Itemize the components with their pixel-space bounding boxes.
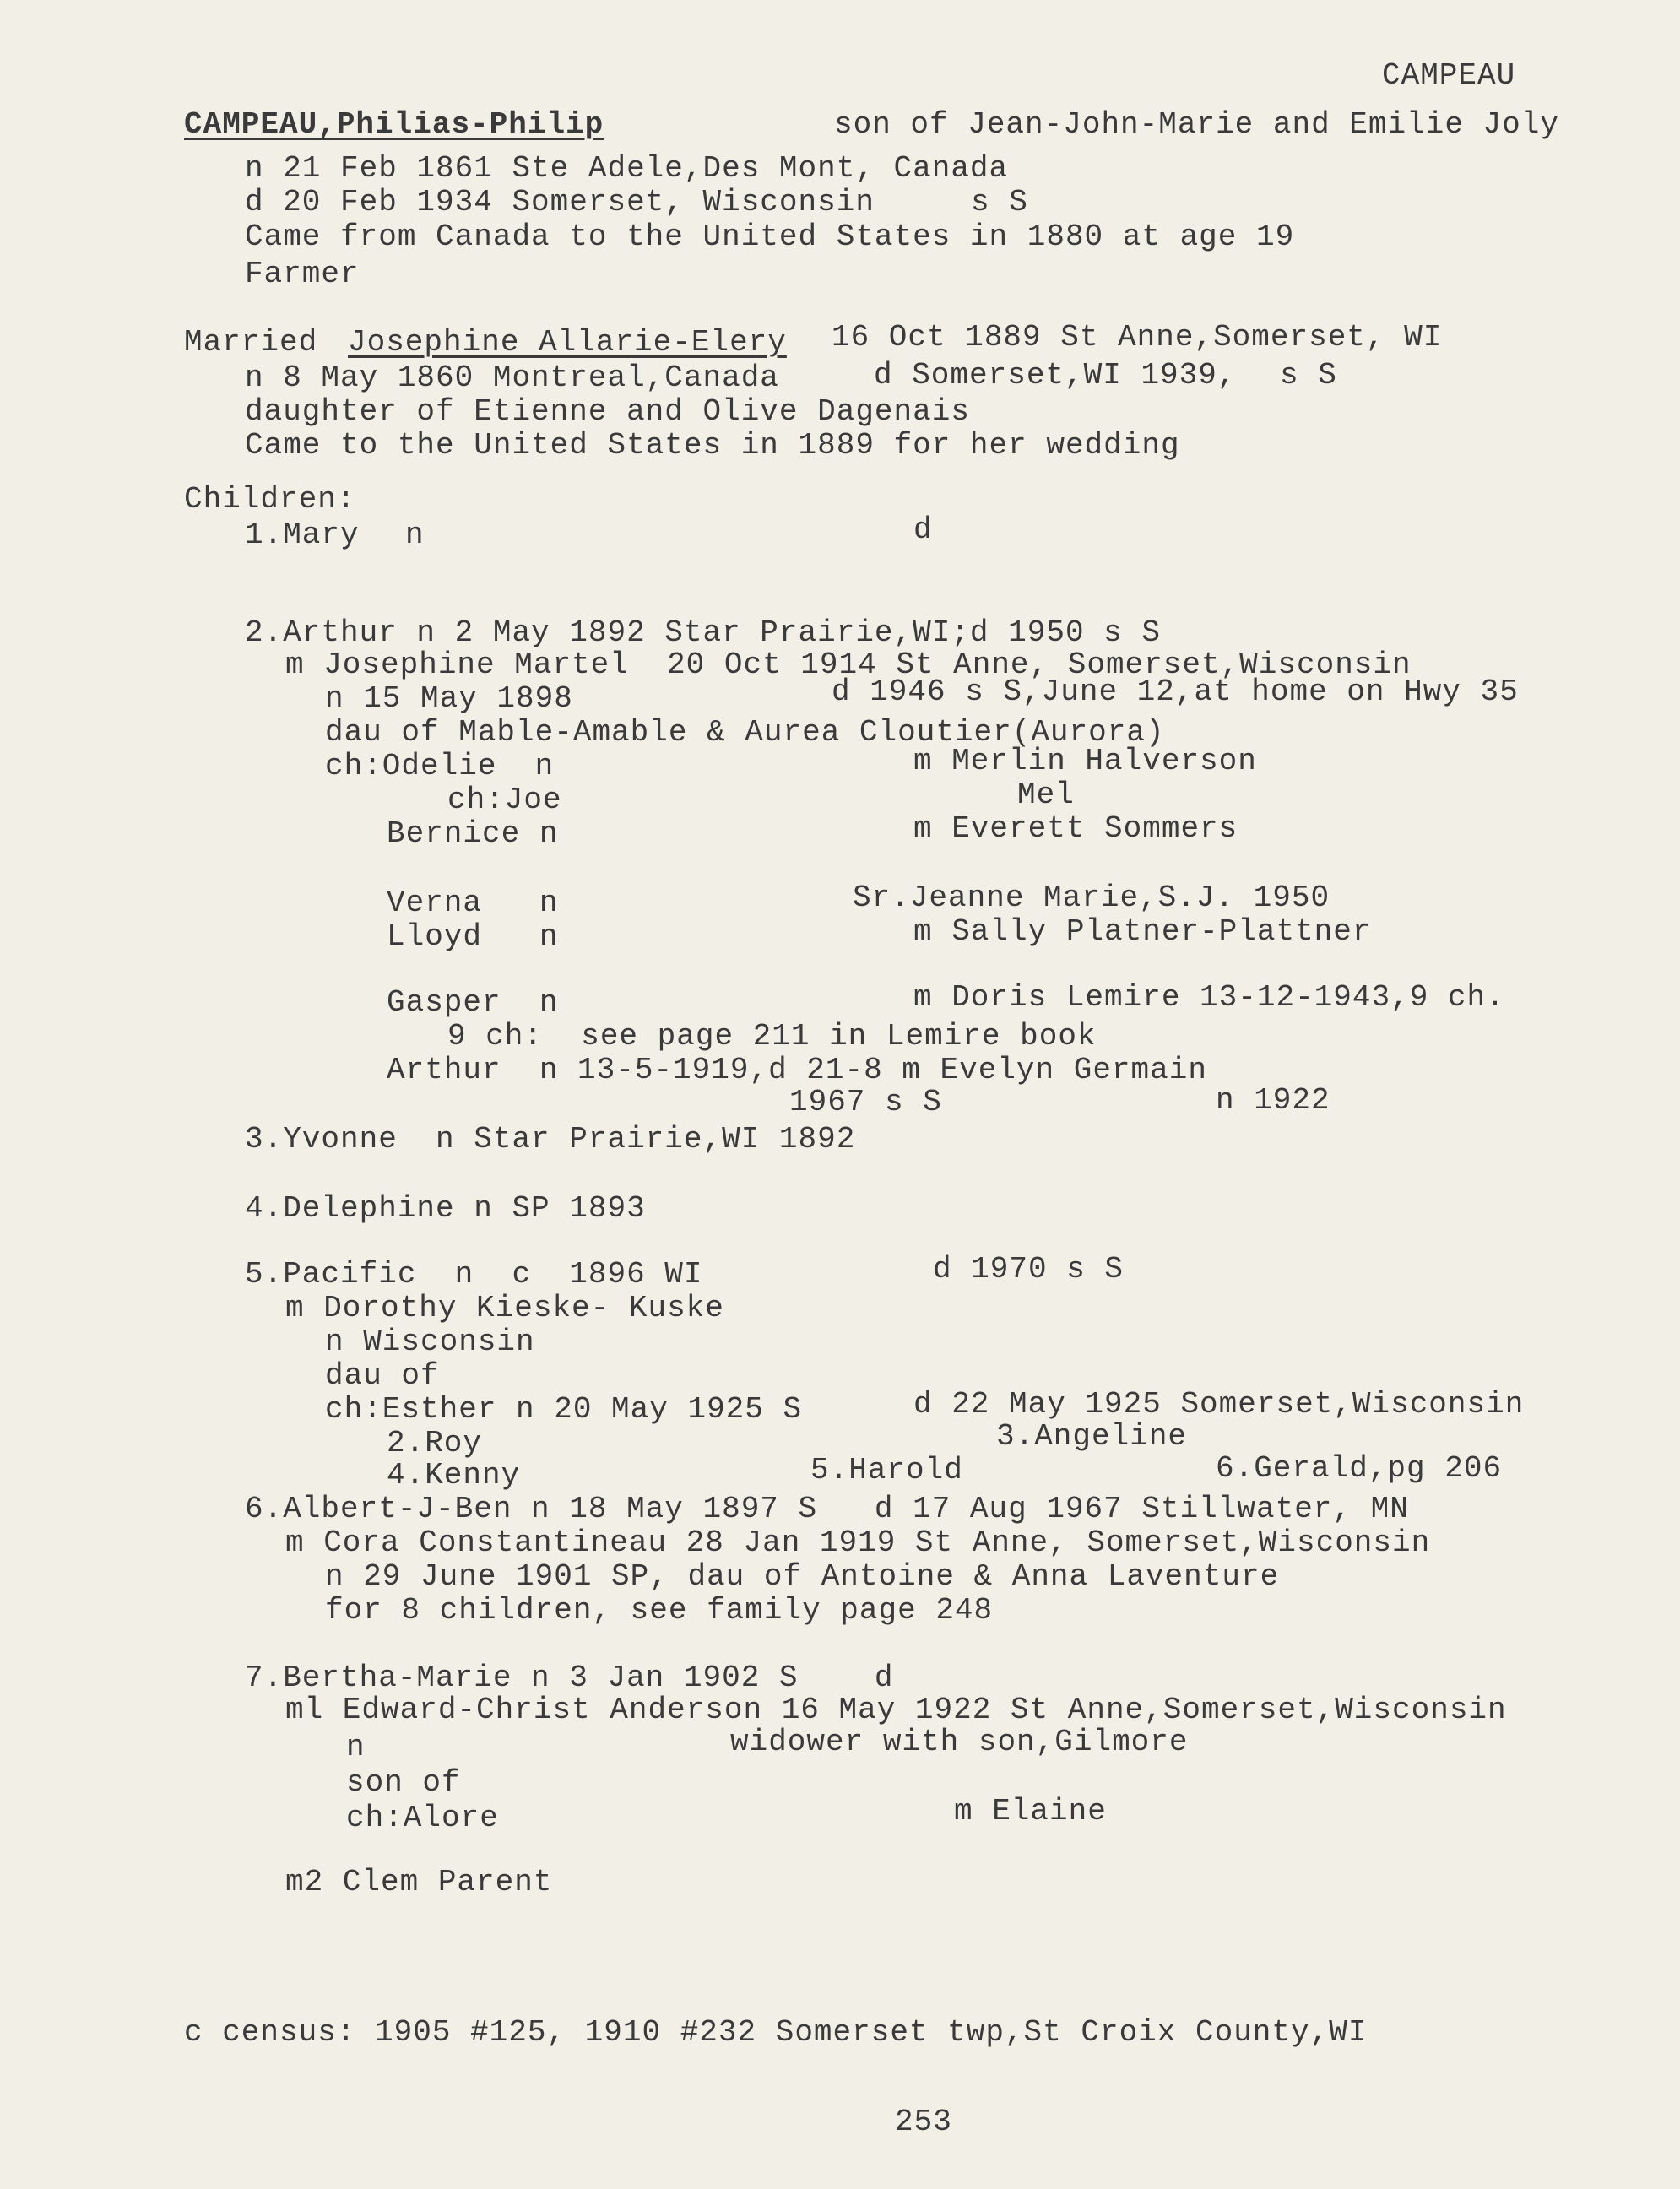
subject-death: d 20 Feb 1934 Somerset, Wisconsin — [245, 185, 875, 219]
child2-c1-child: ch:Joe — [447, 783, 562, 817]
children-label: Children: — [184, 482, 356, 517]
child2-c4-name: Lloyd n — [387, 919, 559, 954]
child6-line2: m Cora Constantineau 28 Jan 1919 St Anne, Somerset,Wisconsin — [285, 1525, 1431, 1560]
child7-line5a: ch:Alore — [346, 1801, 499, 1835]
child5-c-angeline: 3.Angeline — [996, 1419, 1188, 1454]
child6-line1: 6.Albert-J-Ben n 18 May 1897 S d 17 Aug 1967 Stillwater, MN — [245, 1492, 1409, 1526]
spouse-death: d Somerset,WI 1939, — [874, 358, 1237, 393]
child7-line6: m2 Clem Parent — [285, 1865, 553, 1899]
spouse-name: Josephine Allarie-Elery — [348, 325, 787, 360]
child2-line4: dau of Mable-Amable & Aurea Cloutier(Aurora) — [325, 715, 1165, 750]
child5-line1a: 5.Pacific n c 1896 WI — [245, 1257, 703, 1292]
spouse-death-note: s S — [1280, 358, 1337, 393]
child5-c-kenny: 4.Kenny — [387, 1458, 521, 1493]
child2-c2-spouse: m Everett Sommers — [913, 811, 1238, 846]
spouse-marriage: 16 Oct 1889 St Anne,Somerset, WI — [832, 320, 1443, 355]
child2-c1-spouse-nick: Mel — [1017, 778, 1075, 812]
census-note: c census: 1905 #125, 1910 #232 Somerset twp,St Croix County,WI — [184, 2015, 1368, 2050]
spouse-immigration: Came to the United States in 1889 for her wedding — [245, 428, 1180, 463]
spouse-birth: n 8 May 1860 Montreal,Canada — [245, 360, 779, 395]
child5-line2: m Dorothy Kieske- Kuske — [285, 1291, 724, 1325]
child2-c3-name: Verna n — [387, 886, 559, 920]
subject-death-note: s S — [971, 185, 1028, 219]
subject-occupation: Farmer — [245, 257, 360, 291]
spouse-parents: daughter of Etienne and Olive Dagenais — [245, 394, 970, 429]
child2-c6-name: Arthur n 13-5-1919,d 21-8 m Evelyn Germain — [387, 1053, 1207, 1087]
subject-parents: son of Jean-John-Marie and Emilie Joly — [834, 107, 1559, 142]
page-number: 253 — [895, 2105, 952, 2139]
child1-birth: n — [405, 517, 425, 552]
child2-c2-name: Bernice n — [387, 816, 559, 851]
child2-c5-note: 9 ch: see page 211 in Lemire book — [447, 1019, 1097, 1054]
child2-c6-spouse-birth: n 1922 — [1216, 1083, 1330, 1118]
child7-line4: son of — [346, 1765, 461, 1800]
subject-immigration: Came from Canada to the United States in 1880 at age 19 — [245, 219, 1295, 254]
child3: 3.Yvonne n Star Prairie,WI 1892 — [245, 1122, 856, 1157]
child2-c5-spouse: m Doris Lemire 13-12-1943,9 ch. — [913, 980, 1505, 1015]
child7-line3a: n — [346, 1730, 366, 1764]
child5-line4: dau of — [325, 1358, 440, 1393]
surname-header: CAMPEAU — [1382, 58, 1516, 93]
child7-line2: ml Edward-Christ Anderson 16 May 1922 St Anne,Somerset,Wisconsin — [285, 1693, 1507, 1727]
married-label: Married — [184, 325, 318, 360]
subject-name: CAMPEAU,Philias-Philip — [184, 107, 604, 142]
child2-line3a: n 15 May 1898 — [325, 681, 573, 716]
child5-line5b: d 22 May 1925 Somerset,Wisconsin — [913, 1387, 1525, 1422]
subject-birth: n 21 Feb 1861 Ste Adele,Des Mont, Canada — [245, 151, 1009, 186]
child7-line5b: m Elaine — [954, 1794, 1107, 1829]
child2-c5-name: Gasper n — [387, 985, 559, 1020]
child1-death: d — [913, 512, 933, 547]
child5-c-harold: 5.Harold — [810, 1453, 963, 1487]
child2-c1-name: ch:Odelie n — [325, 749, 555, 783]
child5-c-roy: 2.Roy — [387, 1426, 483, 1460]
child2-c3-note: Sr.Jeanne Marie,S.J. 1950 — [853, 880, 1330, 915]
child2-line1: 2.Arthur n 2 May 1892 Star Prairie,WI;d 1950 s S — [245, 615, 1161, 650]
child2-line2: m Josephine Martel 20 Oct 1914 St Anne, Somerset,Wisconsin — [285, 647, 1412, 682]
child2-c6-death-year: 1967 s S — [789, 1085, 942, 1119]
child4: 4.Delephine n SP 1893 — [245, 1191, 646, 1226]
child5-c-gerald: 6.Gerald,pg 206 — [1216, 1451, 1503, 1486]
child2-c4-spouse: m Sally Platner-Plattner — [913, 914, 1372, 949]
child6-line4: for 8 children, see family page 248 — [325, 1593, 994, 1628]
child2-line3b: d 1946 s S,June 12,at home on Hwy 35 — [832, 675, 1519, 709]
child6-line3: n 29 June 1901 SP, dau of Antoine & Anna Laventure — [325, 1559, 1280, 1594]
child2-c1-spouse: m Merlin Halverson — [913, 744, 1257, 778]
child7-line3b: widower with son,Gilmore — [730, 1725, 1189, 1759]
child7-line1: 7.Bertha-Marie n 3 Jan 1902 S d — [245, 1661, 894, 1695]
child5-line3: n Wisconsin — [325, 1325, 535, 1359]
child5-line5a: ch:Esther n 20 May 1925 S — [325, 1392, 803, 1427]
child5-line1b: d 1970 s S — [933, 1252, 1125, 1287]
child1-name: 1.Mary — [245, 517, 360, 552]
